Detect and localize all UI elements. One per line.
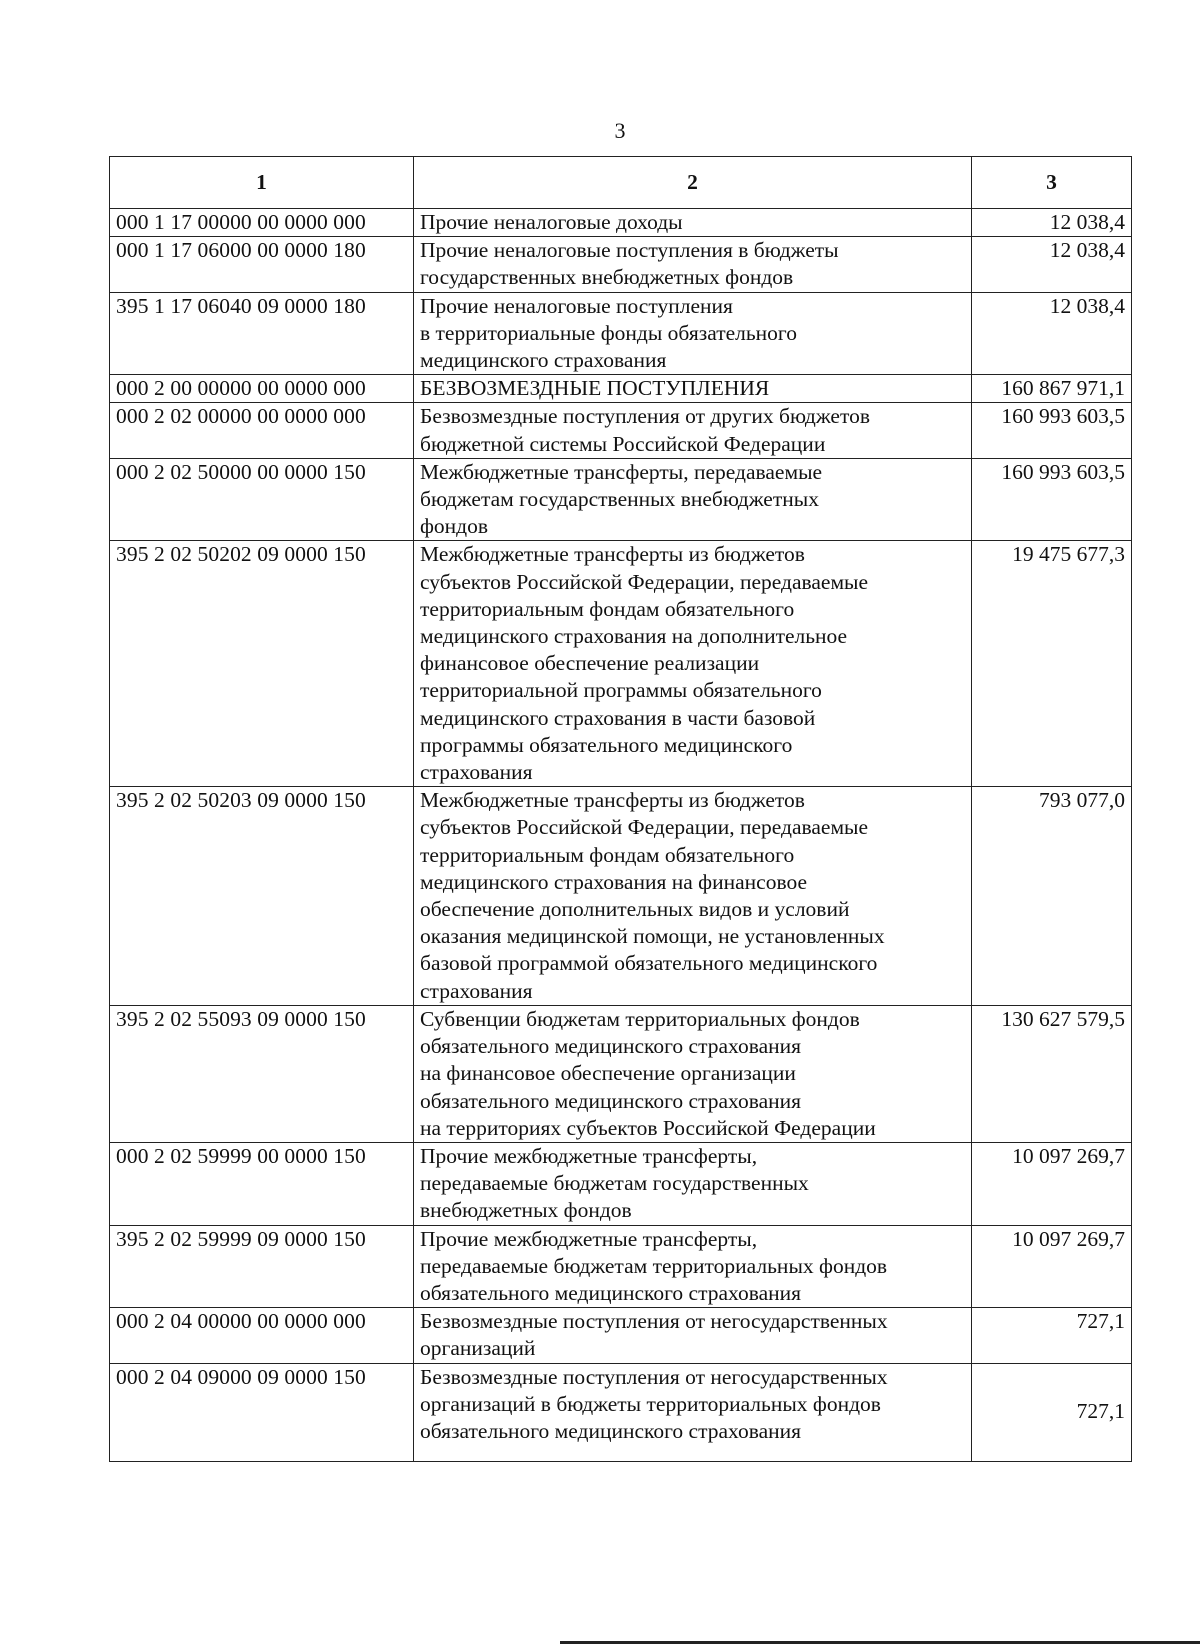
- description-cell: [414, 1308, 972, 1363]
- amount-cell: 12 038,4: [972, 209, 1132, 237]
- description-line: Межбюджетные трансферты из бюджетов: [420, 788, 805, 813]
- description-line: бюджетам государственных внебюджетных: [420, 487, 819, 512]
- table-row: [110, 1005, 1132, 1142]
- description-cell: [414, 209, 972, 237]
- description-line: обеспечение дополнительных видов и условий: [420, 897, 850, 922]
- budget-code-cell: 395 2 02 50202 09 0000 150: [110, 541, 414, 787]
- column-header-code: 1: [110, 157, 414, 209]
- description-cell: [414, 1363, 972, 1461]
- table-body: [110, 209, 1132, 1462]
- description-cell: [414, 292, 972, 375]
- description-line: Прочие неналоговые поступления в бюджеты: [420, 238, 839, 263]
- description-line: фондов: [420, 514, 489, 539]
- description-line: обязательного медицинского страхования: [420, 1034, 802, 1059]
- description-line: Прочие межбюджетные трансферты,: [420, 1143, 758, 1168]
- amount-cell: 160 993 603,5: [972, 403, 1132, 458]
- description-line: страхования: [420, 760, 533, 785]
- description-line: бюджетной системы Российской Федерации: [420, 431, 826, 456]
- description-line: Безвозмездные поступления от негосударственных: [420, 1309, 888, 1334]
- description-line: на территориях субъектов Российской Федерации: [420, 1115, 876, 1140]
- description-line: БЕЗВОЗМЕЗДНЫЕ ПОСТУПЛЕНИЯ: [420, 376, 770, 401]
- description-line: субъектов Российской Федерации, передаваемые: [420, 569, 869, 594]
- amount-cell: 160 867 971,1: [972, 375, 1132, 403]
- description-line: медицинского страхования в части базовой: [420, 705, 816, 730]
- description-line: субъектов Российской Федерации, передаваемые: [420, 815, 869, 840]
- table-row: [110, 1308, 1132, 1363]
- budget-code-cell: 395 2 02 55093 09 0000 150: [110, 1005, 414, 1142]
- amount-cell: 793 077,0: [972, 787, 1132, 1006]
- description-line: обязательного медицинского страхования: [420, 1088, 802, 1113]
- budget-code-cell: 395 2 02 59999 09 0000 150: [110, 1225, 414, 1308]
- table-row: [110, 292, 1132, 375]
- description-line: на финансовое обеспечение организации: [420, 1061, 796, 1086]
- budget-code-cell: 395 1 17 06040 09 0000 180: [110, 292, 414, 375]
- amount-cell: 160 993 603,5: [972, 458, 1132, 541]
- description-line: страхования: [420, 978, 533, 1003]
- description-line: территориальным фондам обязательного: [420, 842, 795, 867]
- description-line: в территориальные фонды обязательного: [420, 320, 797, 345]
- budget-code-cell: 000 2 04 09000 09 0000 150: [110, 1363, 414, 1461]
- description-line: Прочие неналоговые поступления: [420, 293, 733, 318]
- budget-code-cell: 000 2 02 50000 00 0000 150: [110, 458, 414, 541]
- description-line: территориальной программы обязательного: [420, 678, 822, 703]
- description-cell: [414, 237, 972, 292]
- budget-code-cell: 000 1 17 06000 00 0000 180: [110, 237, 414, 292]
- description-line: государственных внебюджетных фондов: [420, 265, 794, 290]
- description-line: медицинского страхования: [420, 348, 667, 373]
- description-line: Прочие межбюджетные трансферты,: [420, 1226, 758, 1251]
- description-line: обязательного медицинского страхования: [420, 1280, 802, 1305]
- description-cell: [414, 541, 972, 787]
- table-row: [110, 1363, 1132, 1461]
- description-line: обязательного медицинского страхования: [420, 1418, 802, 1443]
- description-line: организаций в бюджеты территориальных фондов: [420, 1391, 881, 1416]
- description-cell: [414, 1142, 972, 1225]
- table-header-row: [110, 157, 1132, 209]
- amount-cell: 130 627 579,5: [972, 1005, 1132, 1142]
- description-line: Безвозмездные поступления от негосударственных: [420, 1364, 888, 1389]
- amount-cell: 19 475 677,3: [972, 541, 1132, 787]
- description-cell: [414, 787, 972, 1006]
- description-line: Прочие неналоговые доходы: [420, 210, 683, 234]
- amount-cell: 12 038,4: [972, 237, 1132, 292]
- description-line: финансовое обеспечение реализации: [420, 651, 760, 676]
- description-cell: [414, 403, 972, 458]
- table-row: [110, 209, 1132, 237]
- page-number: 3: [614, 118, 626, 143]
- table-row: [110, 787, 1132, 1006]
- budget-code-cell: 000 1 17 00000 00 0000 000: [110, 209, 414, 237]
- description-line: организаций: [420, 1336, 536, 1361]
- table-row: [110, 403, 1132, 458]
- table-row: [110, 541, 1132, 787]
- description-line: территориальным фондам обязательного: [420, 596, 795, 621]
- description-line: Субвенции бюджетам территориальных фондов: [420, 1006, 860, 1031]
- budget-code-cell: 000 2 02 00000 00 0000 000: [110, 403, 414, 458]
- description-line: Безвозмездные поступления от других бюджетов: [420, 404, 870, 429]
- description-line: оказания медицинской помощи, не установленных: [420, 924, 885, 949]
- budget-code-cell: 000 2 04 00000 00 0000 000: [110, 1308, 414, 1363]
- description-line: программы обязательного медицинского: [420, 732, 793, 757]
- description-line: Межбюджетные трансферты из бюджетов: [420, 542, 805, 567]
- description-cell: [414, 1225, 972, 1308]
- amount-cell: 727,1: [972, 1363, 1132, 1461]
- budget-code-cell: 395 2 02 50203 09 0000 150: [110, 787, 414, 1006]
- description-cell: [414, 458, 972, 541]
- description-line: медицинского страхования на дополнительное: [420, 624, 848, 649]
- amount-cell: 12 038,4: [972, 292, 1132, 375]
- description-line: Межбюджетные трансферты, передаваемые: [420, 459, 823, 484]
- description-cell: [414, 375, 972, 403]
- revenue-table: [109, 156, 1132, 1462]
- budget-code-cell: 000 2 00 00000 00 0000 000: [110, 375, 414, 403]
- description-line: базовой программой обязательного медицинского: [420, 951, 878, 976]
- column-header-amount: 3: [972, 157, 1132, 209]
- amount-cell: 727,1: [972, 1308, 1132, 1363]
- description-line: передаваемые бюджетам территориальных фондов: [420, 1253, 888, 1278]
- column-header-description: 2: [414, 157, 972, 209]
- budget-code-cell: 000 2 02 59999 00 0000 150: [110, 1142, 414, 1225]
- description-cell: [414, 1005, 972, 1142]
- description-line: медицинского страхования на финансовое: [420, 869, 808, 894]
- table-row: [110, 458, 1132, 541]
- amount-cell: 10 097 269,7: [972, 1142, 1132, 1225]
- description-line: передаваемые бюджетам государственных: [420, 1171, 809, 1196]
- amount-cell: 10 097 269,7: [972, 1225, 1132, 1308]
- table-row: [110, 375, 1132, 403]
- table-row: [110, 1225, 1132, 1308]
- description-line: внебюджетных фондов: [420, 1198, 632, 1223]
- page-bottom-rule: [560, 1641, 1200, 1644]
- table-row: [110, 237, 1132, 292]
- table-row: [110, 1142, 1132, 1225]
